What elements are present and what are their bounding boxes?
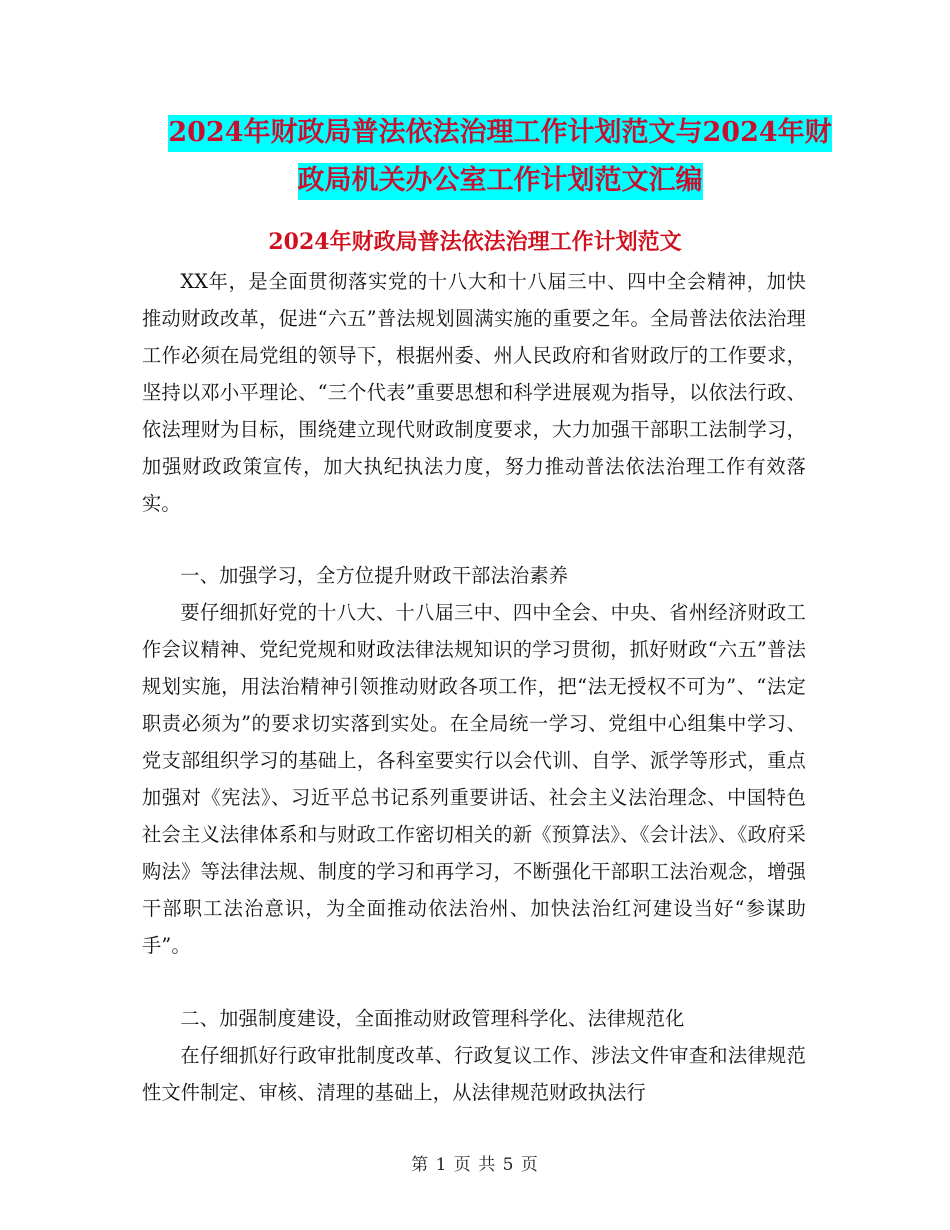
heading-text: 二、加强制度建设，全面推动财政管理科学化、法律规范化 (180, 1007, 685, 1030)
title-highlight: 2024年财政局普法依法治理工作计划范文与2024年财 (168, 115, 831, 152)
document-title-line2 (135, 158, 865, 197)
title-highlight: 政局机关办公室工作计划范文汇编 (298, 163, 703, 200)
section-title: 2024年财政局普法依法治理工作计划范文 (268, 229, 682, 255)
document-title-line1 (135, 110, 865, 149)
paragraph-text: 在仔细抓好行政审批制度改革、行政复议工作、涉法文件审查和法律规范性文件制定、审核、清理的基础上，从法律规范财政执法行 (142, 1044, 806, 1104)
heading-1 (142, 557, 806, 594)
paragraph-text: 要仔细抓好党的十八大、十八届三中、四中全会、中央、省州经济财政工作会议精神、党纪党规和财政法律法规知识的学习贯彻，抓好财政“六五”普法规划实施，用法治精神引领推动财政各项工作，把“法无授权不可为”、“法定职责必须为”的要求切实落到实处。在全局统一学习、党组中心组集中学习、党支部组织学习的基础上，各科室要实行以会代训、自学、派学等形式，重点加强对《宪法》、习近平总书记系列重要讲话、社会主义法治理念、中国特色社会主义法律体系和与财政工作密切相关的新《预算法》、《会计法》、《政府采购法》等法律法规、制度的学习和再学习，不断强化干部职工法治观念，增强干部职工法治意识，为全面推动依法治州、加快法治红河建设当好“参谋助手”。 (142, 601, 806, 957)
heading-text: 一、加强学习，全方位提升财政干部法治素养 (180, 564, 569, 587)
body-paragraph-1 (142, 263, 806, 522)
body-paragraph-2 (142, 594, 806, 964)
page-footer: 第 1 页 共 5 页 (411, 1155, 539, 1175)
body-paragraph-3 (142, 1037, 806, 1111)
heading-2 (142, 1000, 806, 1037)
paragraph-text: XX年，是全面贯彻落实党的十八大和十八届三中、四中全会精神，加快推动财政改革，促进“六五”普法规划圆满实施的重要之年。全局普法依法治理工作必须在局党组的领导下，根据州委、州人民政府和省财政厅的工作要求，坚持以邓小平理论、“三个代表”重要思想和科学进展观为指导，以依法行政、依法理财为目标，围绕建立现代财政制度要求，大力加强干部职工法制学习，加强财政政策宣传，加大执纪执法力度，努力推动普法依法治理工作有效落实。 (142, 270, 806, 515)
